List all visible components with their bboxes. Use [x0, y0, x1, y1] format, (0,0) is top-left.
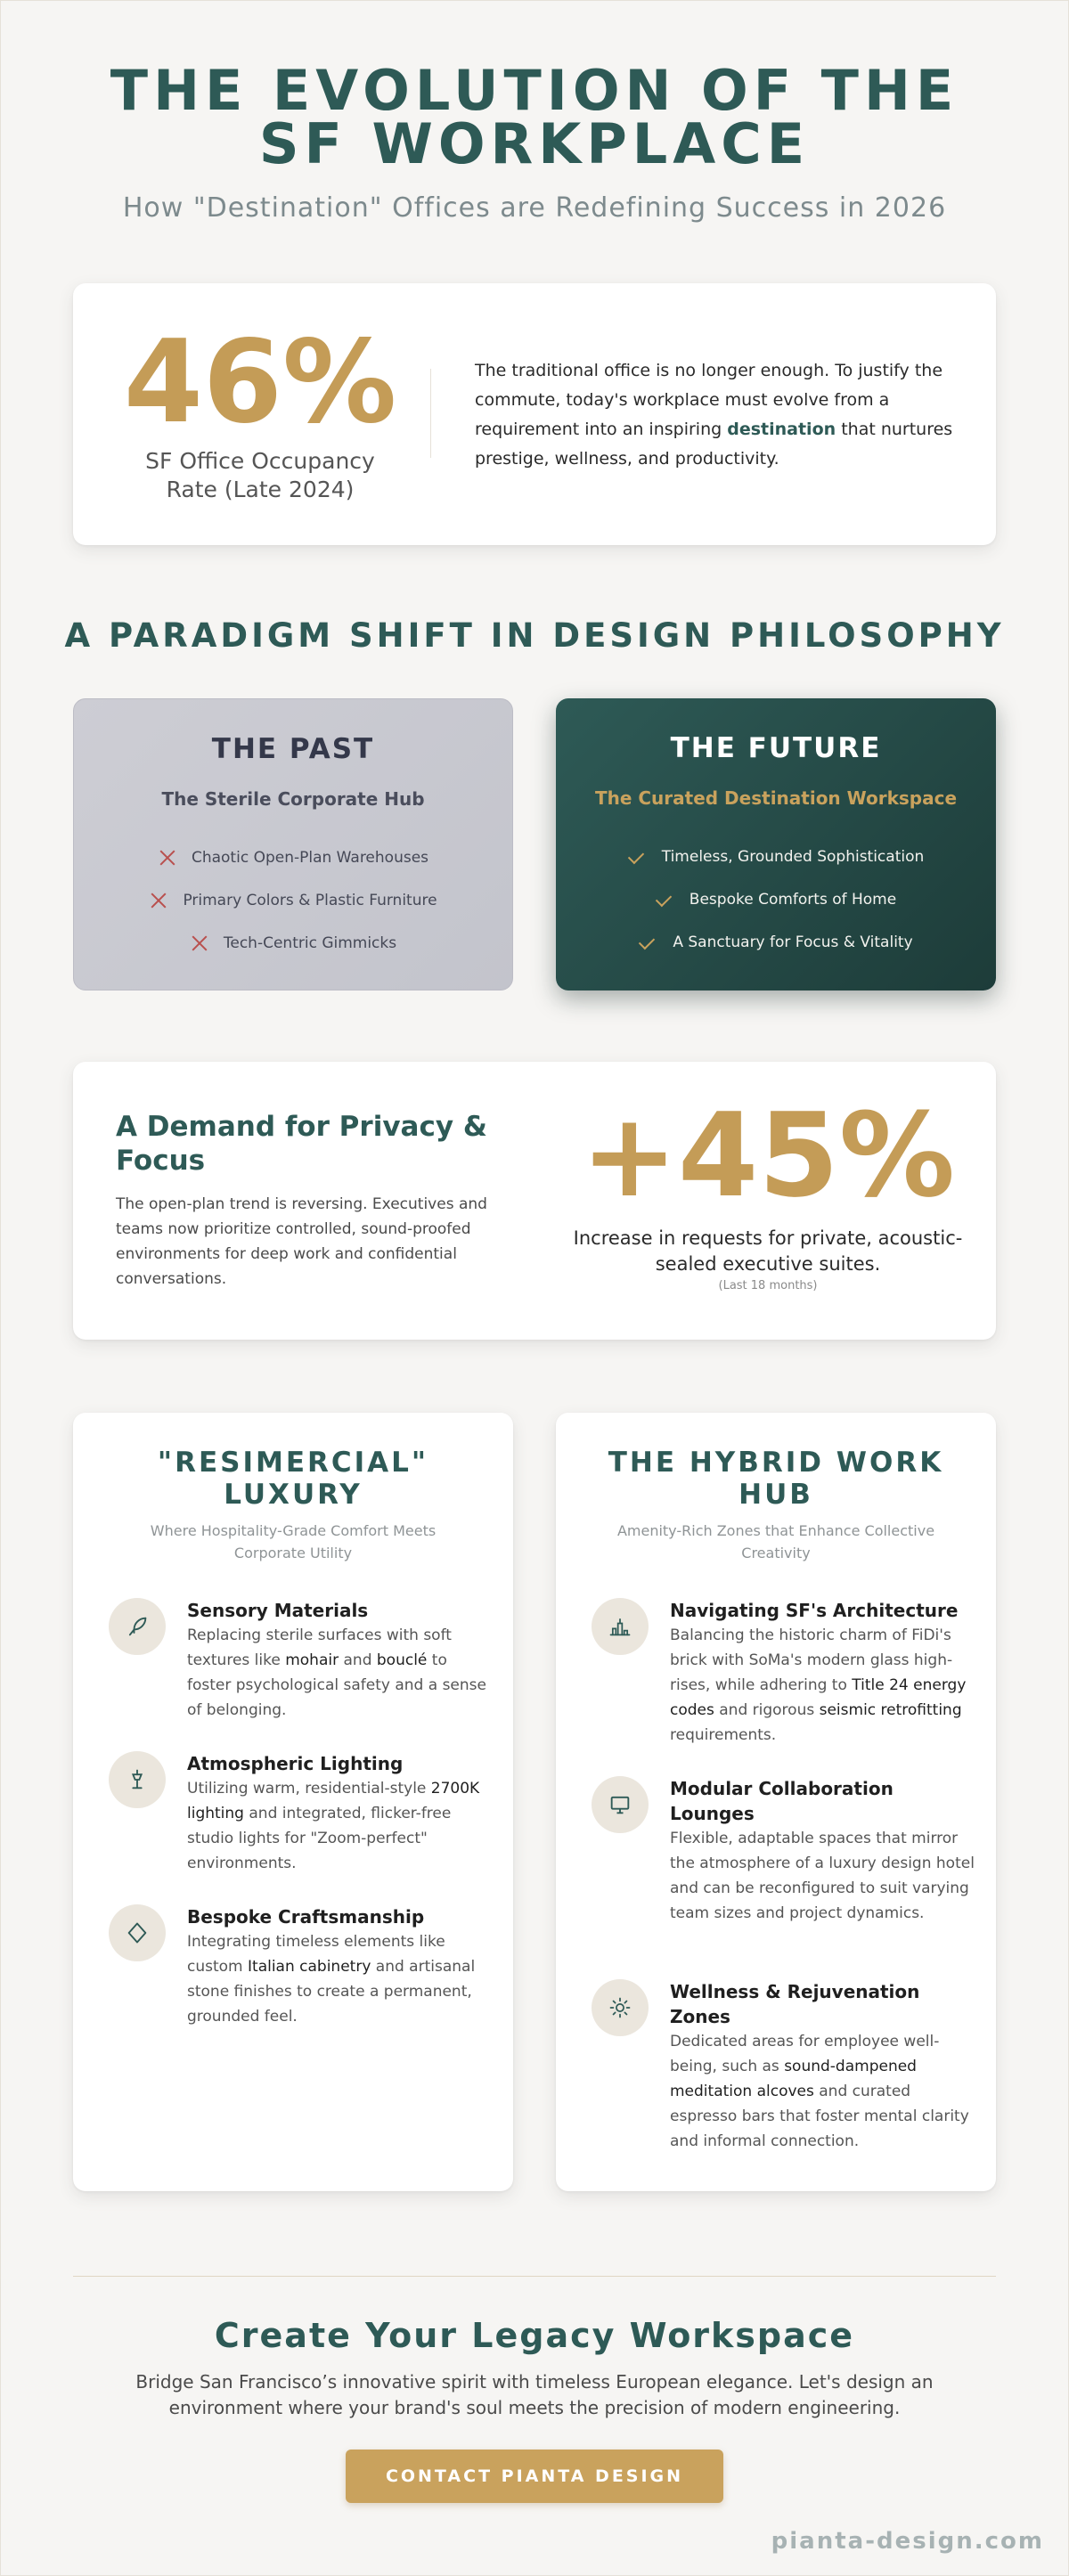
privacy-body: The open-plan trend is reversing. Executives and teams now prioritize controlled, sound-proofed environments for deep work and confidential conversations. [116, 1195, 487, 1288]
future-heading: THE FUTURE [670, 732, 882, 764]
future-list [556, 836, 996, 964]
paradigm-section-title: A PARADIGM SHIFT IN DESIGN PHILOSOPHY [64, 616, 1005, 655]
feature-highlight: 2700K lighting [187, 1780, 480, 1822]
feature-text: Balancing the historic charm of FiDi's brick with SoMa's modern glass high-rises, while adhering to [670, 1626, 953, 1694]
list-item [74, 879, 512, 922]
cta-text: Bridge San Francisco’s innovative spirit with timeless European elegance. Let's design an environment where your brand's soul meets the precision of modern engineering. [135, 2371, 934, 2418]
occupancy-caption: SF Office Occupancy Rate (Late 2024) [145, 448, 375, 502]
city-building-icon [592, 1598, 649, 1655]
feature-highlight: seismic retrofitting [819, 1701, 962, 1719]
occupancy-text-after: that nurtures prestige, wellness, and productivity. [475, 420, 953, 469]
resimercial-title: "RESIMERCIAL" LUXURY [157, 1447, 429, 1511]
privacy-title: A Demand for Privacy & Focus [116, 1111, 487, 1177]
list-item [74, 836, 512, 879]
brand-link[interactable]: pianta-design.com [771, 2528, 1044, 2555]
feature-body [187, 1776, 492, 1876]
past-heading: THE PAST [211, 733, 375, 765]
hybrid-subtitle: Amenity-Rich Zones that Enhance Collective Creativity [616, 1522, 935, 1561]
title-line-2: SF WORKPLACE [258, 111, 811, 176]
feature-title: Atmospheric Lighting [187, 1753, 404, 1774]
future-item-label: Bespoke Comforts of Home [689, 891, 897, 909]
future-subheading: The Curated Destination Workspace [594, 787, 958, 809]
check-icon [656, 890, 675, 909]
feature-text: and curated espresso bars that foster mental clarity and informal connection. [670, 2083, 969, 2150]
feature-highlight: sound-dampened meditation alcoves [670, 2058, 917, 2100]
past-card [73, 698, 513, 990]
stat-divider [430, 369, 431, 458]
future-item-label: A Sanctuary for Focus & Vitality [673, 933, 913, 951]
feature-body [670, 1826, 975, 1926]
feature-text: Flexible, adaptable spaces that mirror the atmosphere of a luxury design hotel and can be reconfigured to suit varying team sizes and project dynamics. [670, 1830, 975, 1922]
feature-title: Sensory Materials [187, 1600, 369, 1621]
past-item-label: Primary Colors & Plastic Furniture [183, 892, 437, 909]
feature-highlight: bouclé [376, 1651, 428, 1669]
past-item-label: Chaotic Open-Plan Warehouses [191, 849, 429, 867]
feature-highlight: mohair [285, 1651, 339, 1669]
cross-icon [190, 933, 209, 953]
page-subtitle: How "Destination" Offices are Redefining Success in 2026 [122, 192, 947, 224]
privacy-value: +45% [580, 1088, 956, 1223]
title-line-1: THE EVOLUTION OF THE [110, 58, 959, 123]
privacy-card [73, 1062, 996, 1340]
feature-title: Modular Collaboration Lounges [670, 1778, 894, 1824]
occupancy-text-highlight: destination [727, 420, 836, 439]
past-item-label: Tech-Centric Gimmicks [223, 934, 397, 952]
feature-text: Replacing sterile surfaces with soft textures like [187, 1626, 452, 1669]
cross-icon [158, 848, 177, 868]
feature-text: Utilizing warm, residential-style [187, 1780, 431, 1797]
feature-text: and rigorous [714, 1701, 820, 1719]
past-list [74, 836, 512, 965]
feather-icon [109, 1598, 166, 1655]
footer-divider [73, 2276, 996, 2277]
feature-body [187, 1929, 492, 2029]
contact-button[interactable]: CONTACT PIANTA DESIGN [346, 2450, 723, 2503]
feature-text: Dedicated areas for employee well-being, such as [670, 2033, 940, 2075]
resimercial-card [73, 1413, 513, 2191]
resimercial-subtitle: Where Hospitality-Grade Comfort Meets Corporate Utility [150, 1522, 437, 1561]
future-item-label: Timeless, Grounded Sophistication [661, 848, 925, 866]
lamp-icon [109, 1751, 166, 1808]
future-card [556, 698, 996, 990]
feature-title: Navigating SF's Architecture [670, 1600, 959, 1621]
hybrid-title: THE HYBRID WORK HUB [608, 1447, 944, 1511]
list-item [556, 836, 996, 878]
feature-text: requirements. [670, 1726, 777, 1744]
feature-text: and [339, 1651, 377, 1669]
list-item [556, 921, 996, 964]
privacy-note: (Last 18 months) [718, 1279, 818, 1292]
page-title [0, 58, 1069, 176]
hybrid-card [556, 1413, 996, 2191]
cross-icon [149, 891, 168, 910]
check-icon [628, 847, 648, 867]
check-icon [639, 933, 658, 952]
feature-title: Wellness & Rejuvenation Zones [670, 1981, 920, 2027]
feature-text: to foster psychological safety and a sense of belonging. [187, 1651, 486, 1719]
privacy-caption: Increase in requests for private, acoustic-sealed executive suites. [573, 1227, 963, 1275]
feature-body [187, 1623, 492, 1723]
feature-text: and artisanal stone finishes to create a permanent, grounded feel. [187, 1958, 476, 2026]
feature-body [670, 1623, 975, 1748]
occupancy-text-before: The traditional office is no longer enough. To justify the commute, today's workplace must evolve from a requirement into an inspiring [475, 361, 943, 439]
list-item [556, 878, 996, 921]
monitor-icon [592, 1776, 649, 1833]
cta-title: Create Your Legacy Workspace [214, 2316, 855, 2355]
feature-highlight: Title 24 energy codes [670, 1676, 967, 1719]
feature-highlight: Italian cabinetry [248, 1958, 371, 1976]
occupancy-value: 46% [123, 316, 397, 449]
past-subheading: The Sterile Corporate Hub [161, 788, 425, 810]
occupancy-card [73, 283, 996, 545]
list-item [74, 922, 512, 965]
feature-text: and integrated, flicker-free studio lights for "Zoom-perfect" environments. [187, 1805, 452, 1872]
feature-title: Bespoke Craftsmanship [187, 1906, 425, 1928]
sun-icon [592, 1979, 649, 2036]
feature-text: Integrating timeless elements like custom [187, 1933, 445, 1976]
feature-body [670, 2029, 975, 2154]
diamond-icon [109, 1904, 166, 1961]
occupancy-description [475, 356, 960, 474]
